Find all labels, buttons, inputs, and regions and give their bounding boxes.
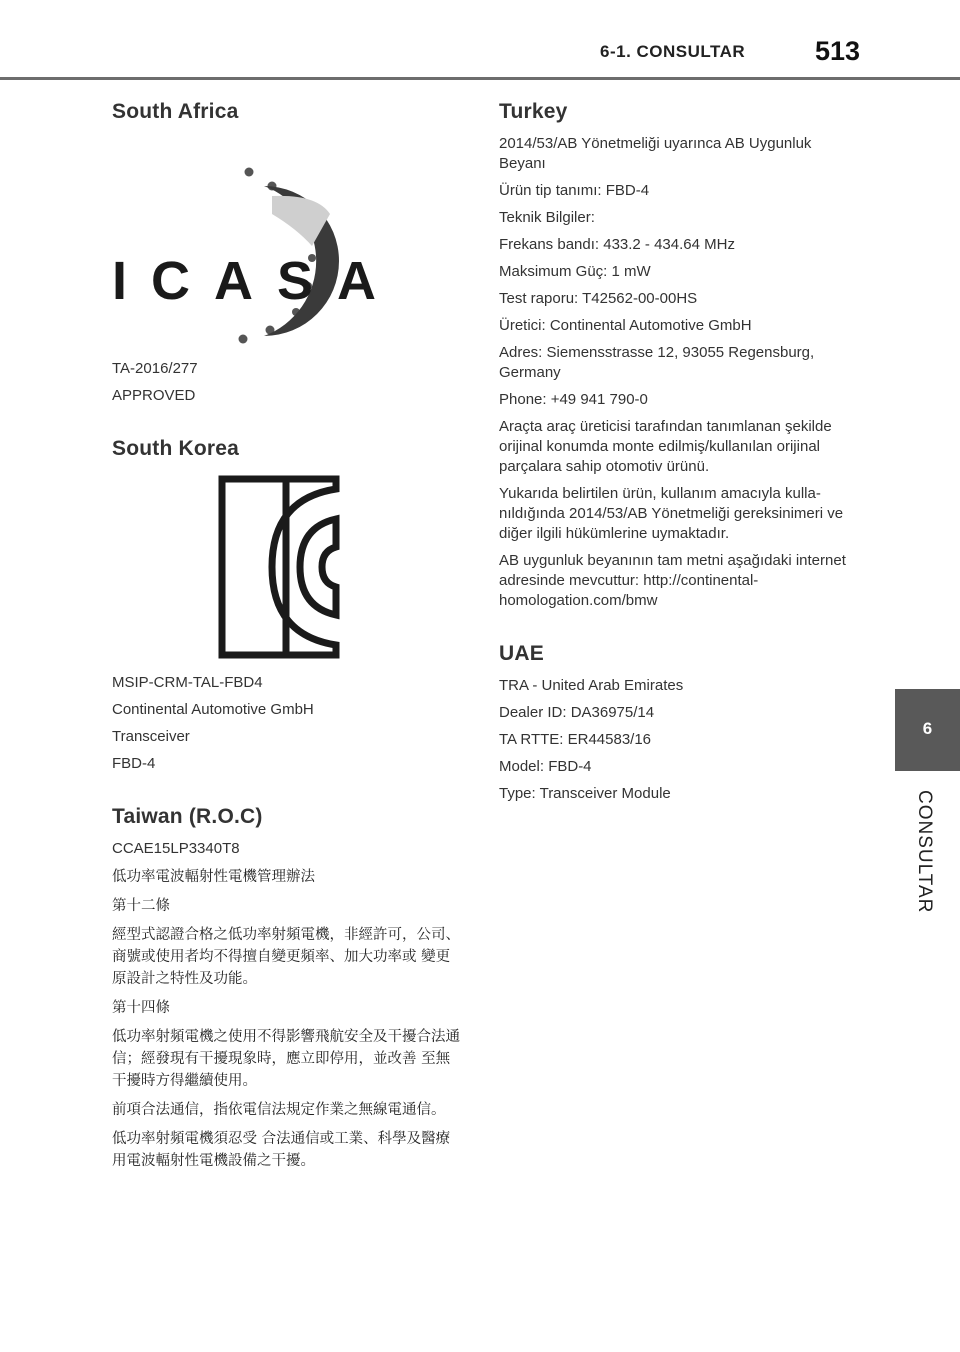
turkey-line: Test raporu: T42562-00-00HS bbox=[499, 290, 698, 307]
uae-line: TRA - United Arab Emirates bbox=[499, 677, 684, 694]
taiwan-paragraph: 低功率射頻電機之使用不得影響飛航安全及干擾合法通信；經發現有干擾現象時，應立即停用，並改善 至無干擾時方得繼續使用。 bbox=[112, 1029, 460, 1089]
turkey-paragraph: Araçta araç üreticisi tarafından tanımlanan şekilde orijinal konumda monte edilmiş/kullanılan orijinal parçalara sahip otomotiv ürünü. bbox=[499, 418, 832, 475]
south-korea-line: Transceiver bbox=[112, 728, 190, 745]
turkey-line: Ürün tip tanımı: FBD-4 bbox=[499, 182, 650, 199]
taiwan-line: 低功率電波輻射性電機管理辦法 bbox=[112, 869, 315, 885]
header-divider bbox=[0, 77, 960, 80]
taiwan-paragraph: 前項合法通信，指依電信法規定作業之無線電通信。 bbox=[112, 1102, 446, 1118]
icasa-logo bbox=[112, 134, 412, 349]
chapter-label: CONSULTAR bbox=[914, 790, 935, 914]
uae-line: Type: Transceiver Module bbox=[499, 785, 671, 802]
taiwan-paragraph: 經型式認證合格之低功率射頻電機，非經許可，公司、商號或使用者均不得擅自變更頻率、加大功率或 變更原設計之特性及功能。 bbox=[112, 927, 460, 987]
taiwan-heading: Taiwan (R.O.C) bbox=[112, 805, 263, 828]
taiwan-line: 第十四條 bbox=[112, 1000, 170, 1016]
uae-heading: UAE bbox=[499, 642, 544, 665]
uae-line: TA RTTE: ER44583/16 bbox=[499, 731, 652, 748]
turkey-line: Maksimum Güç: 1 mW bbox=[499, 263, 651, 280]
taiwan-paragraph: 低功率射頻電機須忍受 合法通信或工業、科學及醫療用電波輻射性電機設備之干擾。 bbox=[112, 1131, 451, 1169]
icasa-letters: ICASA bbox=[112, 251, 402, 311]
kc-logo bbox=[112, 471, 464, 659]
south-korea-line: FBD-4 bbox=[112, 755, 156, 772]
turkey-line: Phone: +49 941 790-0 bbox=[499, 391, 648, 408]
turkey-line: Teknik Bilgiler: bbox=[499, 209, 595, 226]
turkey-line: Üretici: Continental Automotive GmbH bbox=[499, 317, 752, 334]
turkey-line: 2014/53/AB Yönetmeliği uyarınca AB Uygunluk Beyanı bbox=[499, 135, 812, 172]
south-africa-line: TA-2016/277 bbox=[112, 360, 198, 377]
south-africa-heading: South Africa bbox=[112, 100, 239, 123]
south-korea-line: MSIP-CRM-TAL-FBD4 bbox=[112, 674, 263, 691]
uae-line: Model: FBD-4 bbox=[499, 758, 592, 775]
page-number: 513 bbox=[815, 36, 861, 66]
chapter-tab bbox=[895, 689, 960, 771]
turkey-heading: Turkey bbox=[499, 100, 568, 123]
taiwan-line: 第十二條 bbox=[112, 898, 170, 914]
turkey-line: Adres: Siemensstrasse 12, 93055 Regensburg, Germany bbox=[499, 344, 815, 381]
chapter-number: 6 bbox=[922, 719, 933, 738]
section-title: 6-1. CONSULTAR bbox=[600, 42, 746, 61]
south-korea-line: Continental Automotive GmbH bbox=[112, 701, 314, 718]
south-korea-heading: South Korea bbox=[112, 437, 240, 460]
turkey-line: Frekans bandı: 433.2 - 434.64 MHz bbox=[499, 236, 735, 253]
right-column bbox=[499, 100, 859, 811]
taiwan-line: CCAE15LP3340T8 bbox=[112, 840, 240, 857]
left-column bbox=[112, 100, 464, 1179]
uae-line: Dealer ID: DA36975/14 bbox=[499, 704, 655, 721]
south-africa-line: APPROVED bbox=[112, 387, 196, 404]
turkey-paragraph: AB uygunluk beyanının tam metni aşağıdaki internet adresinde mevcuttur: http://continental-homologation.com/bmw bbox=[499, 552, 846, 609]
turkey-paragraph: Yukarıda belirtilen ürün, kullanım amacıyla kullanıldığında 2014/53/AB Yönetmeliği gereksinimeri ve diğer ilgili hükümlerine uymaktadır. bbox=[499, 485, 844, 542]
